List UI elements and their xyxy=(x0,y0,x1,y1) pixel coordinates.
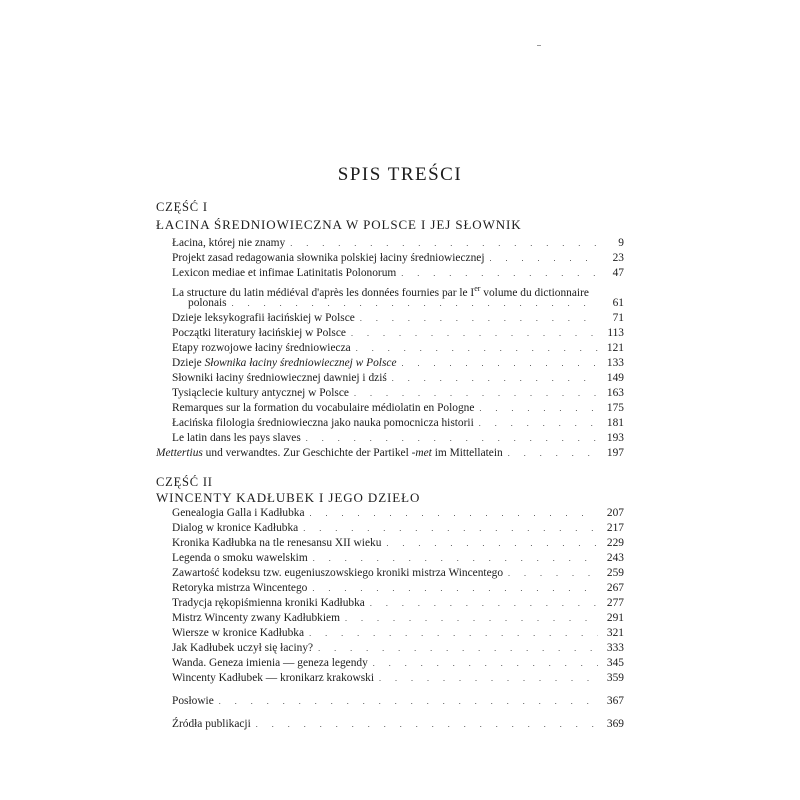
page-number: 149 xyxy=(606,372,624,384)
leader-dots xyxy=(232,300,598,308)
toc-entry[interactable]: Etapy rozwojowe łaciny średniowiecza . . . 121 xyxy=(172,341,624,356)
toc-entry[interactable]: Wincenty Kadłubek — kronikarz krakowski . . . 359 xyxy=(172,671,624,686)
page-number: 369 xyxy=(606,718,624,730)
toc-entry[interactable]: Łacina, której nie znamy . . . 9 xyxy=(172,236,624,251)
toc-entry-line1[interactable]: La structure du latin médiéval d'après les données fournies par le Ier volume du dictionnaire xyxy=(172,284,589,299)
leader-dots xyxy=(490,255,598,263)
part1-title: ŁACINA ŚREDNIOWIECZNA W POLSCE I JEJ SŁOWNIK xyxy=(156,217,522,232)
toc-entry[interactable]: Legenda o smoku wawelskim . . . 243 xyxy=(172,551,624,566)
leader-dots xyxy=(290,240,598,248)
page-number: 259 xyxy=(606,567,624,579)
leader-dots xyxy=(356,345,598,353)
page-number: 181 xyxy=(606,417,624,429)
toc-entry-afterword[interactable]: Posłowie . . . 367 xyxy=(172,694,624,709)
leader-dots xyxy=(508,570,598,578)
toc-entry[interactable]: Mistrz Wincenty zwany Kadłubkiem . . . 291 xyxy=(172,611,624,626)
page-number: 267 xyxy=(606,582,624,594)
page-title: SPIS TREŚCI xyxy=(337,164,463,185)
toc-entry[interactable]: Tradycja rękopiśmienna kroniki Kadłubka . . . 277 xyxy=(172,596,624,611)
page-number: 47 xyxy=(612,267,624,279)
page-number: 193 xyxy=(606,432,624,444)
leader-dots xyxy=(306,435,598,443)
leader-dots xyxy=(370,600,598,608)
leader-dots xyxy=(351,330,598,338)
part1-toc xyxy=(156,236,624,461)
toc-entry[interactable]: Słowniki łaciny średniowiecznej dawniej i dziś . . . 149 xyxy=(172,371,624,386)
leader-dots xyxy=(479,420,598,428)
toc-entry[interactable]: polonais . . . 61 xyxy=(172,296,624,311)
toc-entry[interactable]: Projekt zasad redagowania słownika polskiej łaciny średniowiecznej . . . 23 xyxy=(172,251,624,266)
leader-dots xyxy=(479,405,598,413)
leader-dots xyxy=(310,510,598,518)
toc-entry[interactable]: Mettertius und verwandtes. Zur Geschichte der Partikel -met im Mittellatein . . . 197 xyxy=(156,446,624,461)
leader-dots xyxy=(219,698,598,706)
page-number: 71 xyxy=(612,312,624,324)
page-number: 333 xyxy=(606,642,624,654)
part2-label: CZĘŚĆ II xyxy=(156,475,213,489)
leader-dots xyxy=(354,390,598,398)
page-number: 121 xyxy=(606,342,624,354)
leader-dots xyxy=(309,630,598,638)
page-number: 229 xyxy=(606,537,624,549)
toc-entry[interactable]: Łacińska filologia średniowieczna jako nauka pomocnicza historii . . . 181 xyxy=(172,416,624,431)
page-number: 197 xyxy=(606,447,624,459)
page-number: 291 xyxy=(606,612,624,624)
page-number: 175 xyxy=(606,402,624,414)
page-number: 321 xyxy=(606,627,624,639)
leader-dots xyxy=(313,555,598,563)
toc-entry[interactable]: Genealogia Galla i Kadłubka . . . 207 xyxy=(172,506,624,521)
scan-speck xyxy=(537,45,541,46)
leader-dots xyxy=(402,360,599,368)
page-number: 133 xyxy=(606,357,624,369)
leader-dots xyxy=(379,675,598,683)
page-number: 243 xyxy=(606,552,624,564)
toc-entry[interactable]: Retoryka mistrza Wincentego . . . 267 xyxy=(172,581,624,596)
toc-entry[interactable]: Początki literatury łacińskiej w Polsce . . . 113 xyxy=(172,326,624,341)
toc-entry[interactable]: Remarques sur la formation du vocabulaire médiolatin en Pologne . . . 175 xyxy=(172,401,624,416)
part1-label: CZĘŚĆ I xyxy=(156,200,208,214)
toc-entry[interactable]: Wanda. Geneza imienia — geneza legendy . . . 345 xyxy=(172,656,624,671)
toc-entry[interactable]: Le latin dans les pays slaves . . . 193 xyxy=(172,431,624,446)
leader-dots xyxy=(303,525,598,533)
page-number: 23 xyxy=(612,252,624,264)
toc-entry[interactable]: Zawartość kodeksu tzw. eugeniuszowskiego kroniki mistrza Wincentego . . . 259 xyxy=(172,566,624,581)
leader-dots xyxy=(392,375,598,383)
page-number: 207 xyxy=(606,507,624,519)
part2-title: WINCENTY KADŁUBEK I JEGO DZIEŁO xyxy=(156,490,421,505)
toc-entry[interactable]: Jak Kadłubek uczył się łaciny? . . . 333 xyxy=(172,641,624,656)
toc-entry[interactable]: Tysiąclecie kultury antycznej w Polsce . . . 163 xyxy=(172,386,624,401)
toc-entry[interactable]: Dialog w kronice Kadłubka . . . 217 xyxy=(172,521,624,536)
page-number: 359 xyxy=(606,672,624,684)
toc-entry-sources[interactable]: Źródła publikacji . . . 369 xyxy=(172,717,624,732)
leader-dots xyxy=(401,270,598,278)
leader-dots xyxy=(345,615,598,623)
toc-entry[interactable]: Kronika Kadłubka na tle renesansu XII wieku . . . 229 xyxy=(172,536,624,551)
page-number: 345 xyxy=(606,657,624,669)
leader-dots xyxy=(318,645,598,653)
page-number: 367 xyxy=(606,695,624,707)
toc-entry[interactable]: Dzieje leksykografii łacińskiej w Polsce . . . 71 xyxy=(172,311,624,326)
page-number: 113 xyxy=(607,327,624,339)
page-number: 217 xyxy=(606,522,624,534)
page-number: 277 xyxy=(606,597,624,609)
page-number: 61 xyxy=(612,297,624,309)
leader-dots xyxy=(373,660,598,668)
toc-entry[interactable]: Wiersze w kronice Kadłubka . . . 321 xyxy=(172,626,624,641)
page-number: 163 xyxy=(606,387,624,399)
leader-dots xyxy=(386,540,598,548)
leader-dots xyxy=(508,450,598,458)
leader-dots xyxy=(312,585,598,593)
page-number: 9 xyxy=(618,237,624,249)
toc-entry[interactable]: Lexicon mediae et infimae Latinitatis Polonorum . . . 47 xyxy=(172,266,624,281)
toc-entry[interactable]: Dzieje Słownika łaciny średniowiecznej w Polsce . . . 133 xyxy=(172,356,624,371)
part2-toc xyxy=(172,506,624,732)
leader-dots xyxy=(360,315,598,323)
leader-dots xyxy=(256,721,598,729)
